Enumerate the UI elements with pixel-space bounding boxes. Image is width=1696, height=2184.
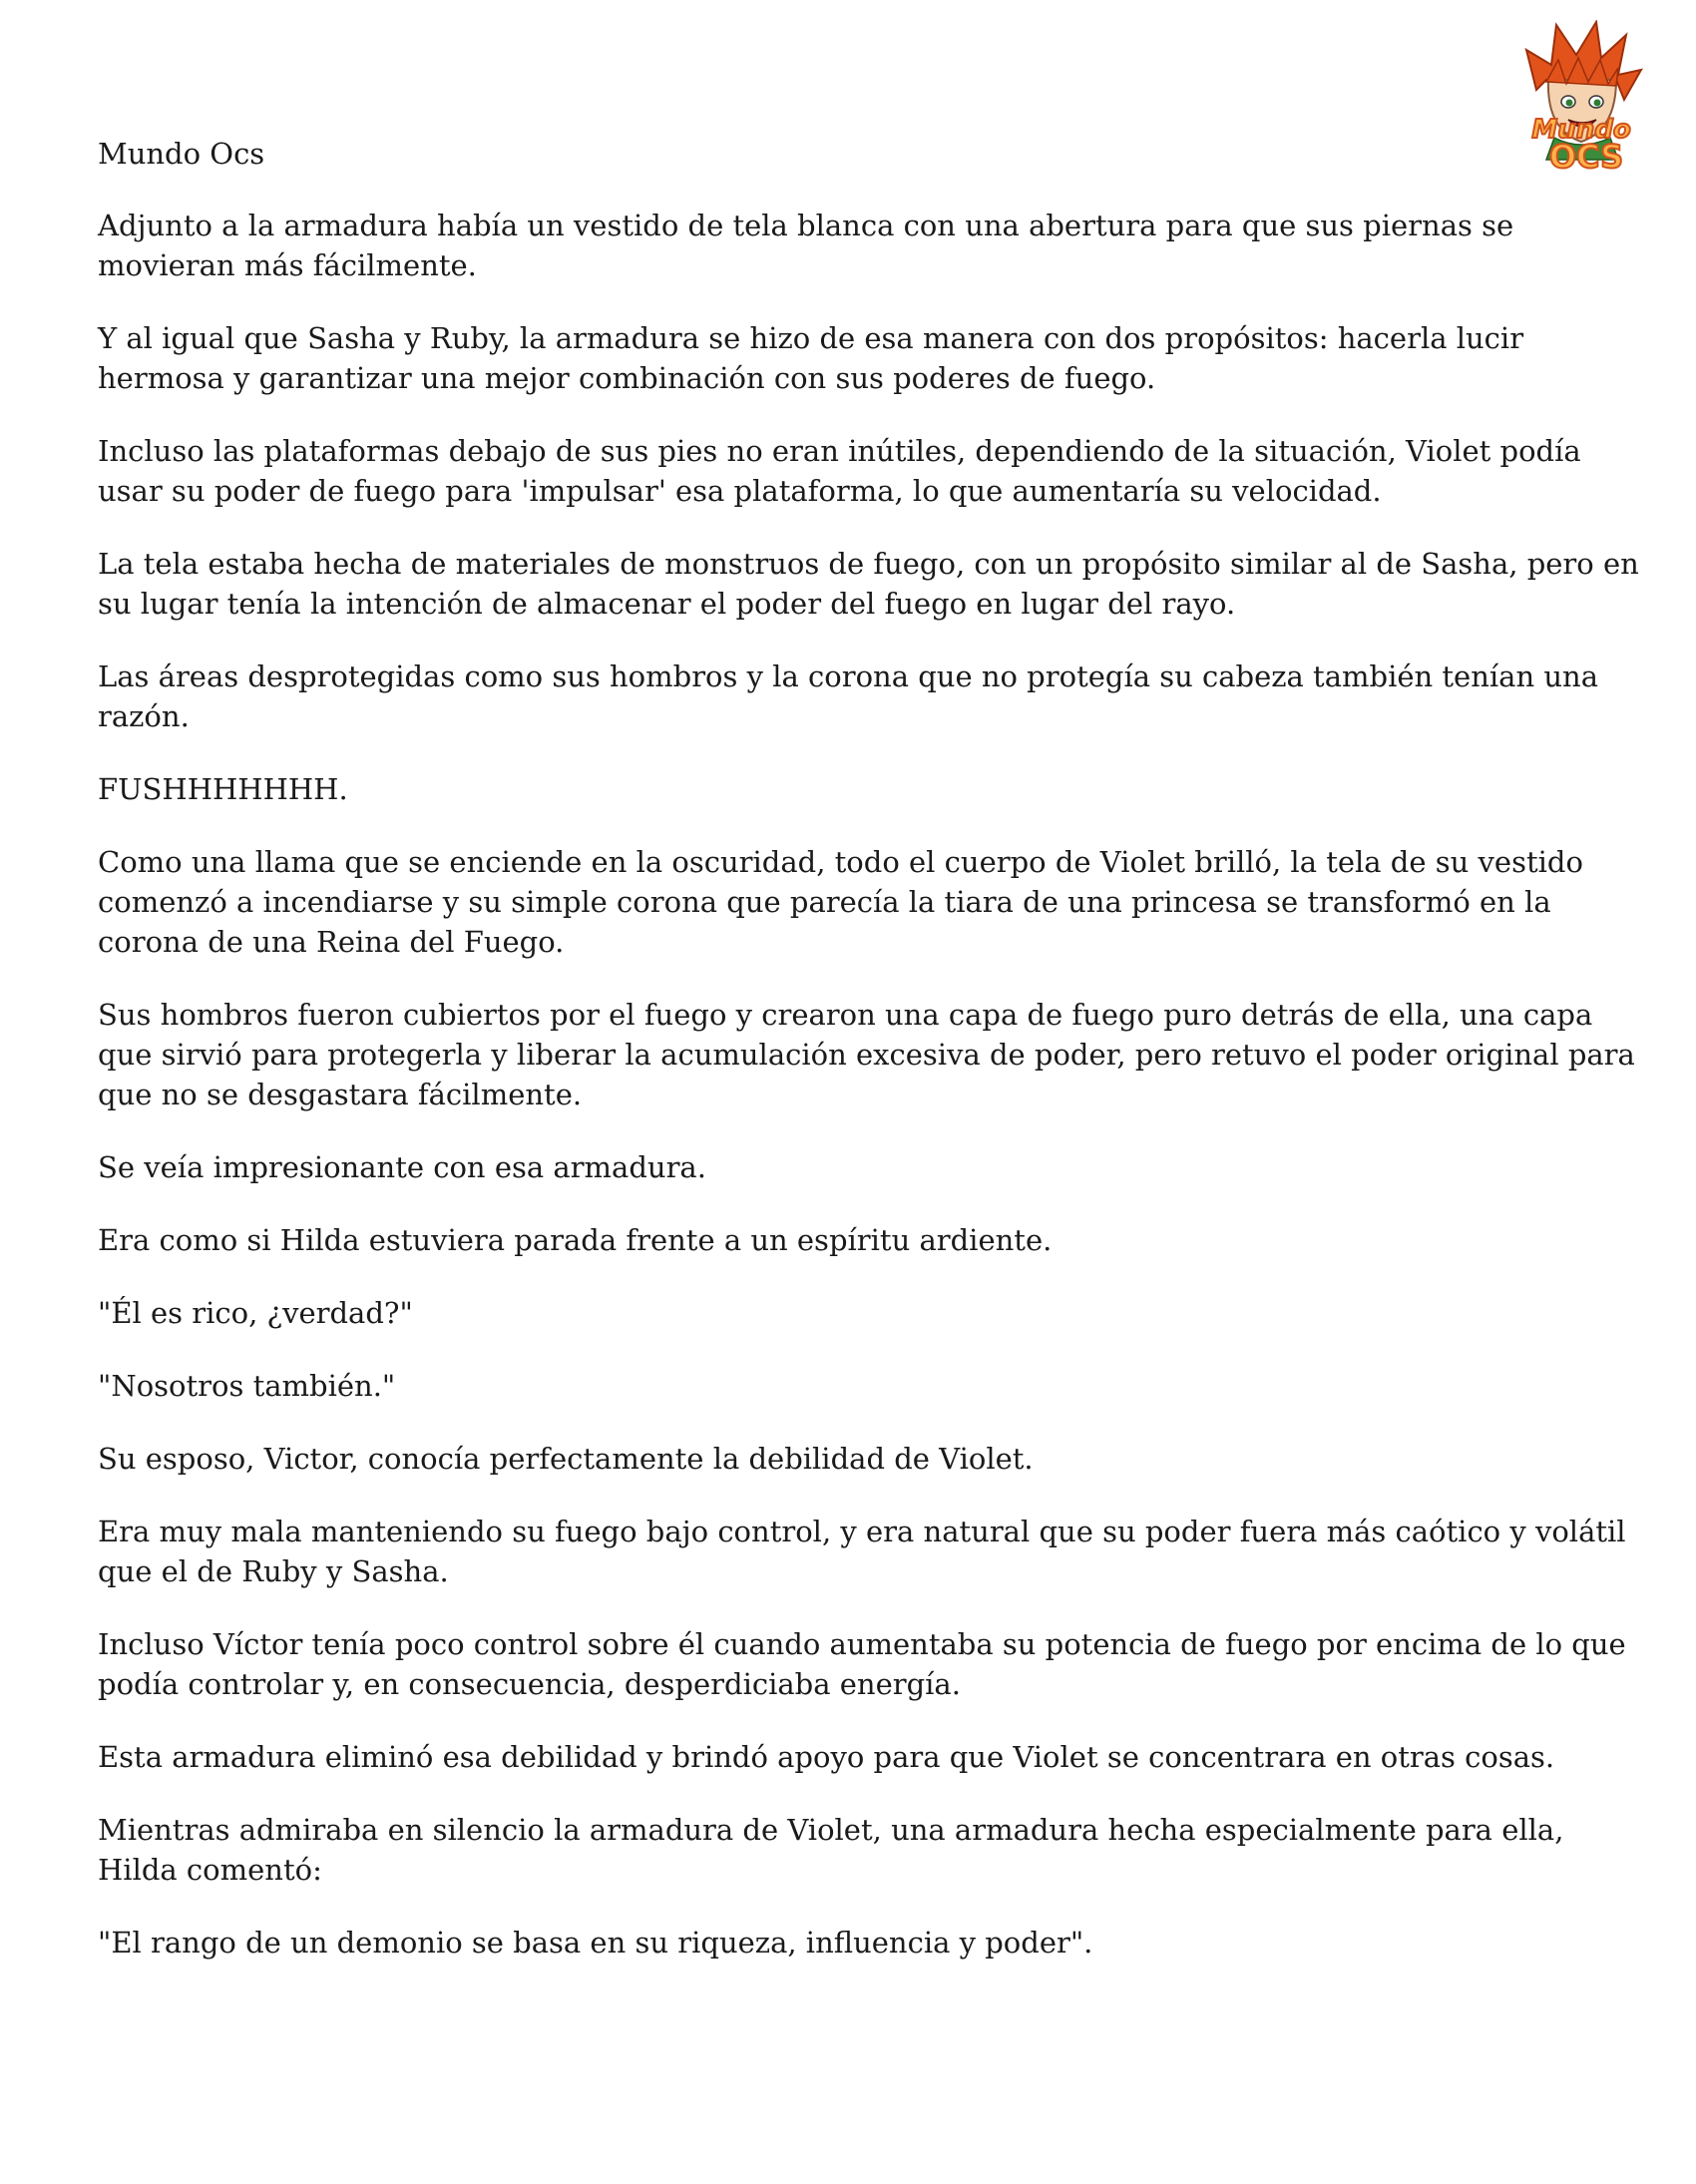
paragraph: Adjunto a la armadura había un vestido de tela blanca con una abertura para que sus piernas se movieran más fácilmente. [98,209,1514,282]
paragraph: Sus hombros fueron cubiertos por el fuego y crearon una capa de fuego puro detrás de ella, una capa que sirvió para protegerla y liberar la acumulación excesiva de poder, pero retuvo el poder original para que no se desgastara fácilmente. [98,998,1635,1111]
paragraph: "Él es rico, ¿verdad?" [98,1296,413,1330]
paragraph: "El rango de un demonio se basa en su riqueza, influencia y poder". [98,1926,1093,1960]
svg-text:Mundo: Mundo [1531,115,1631,145]
paragraph: Se veía impresionante con esa armadura. [98,1150,706,1184]
paragraph: Incluso las plataformas debajo de sus pies no eran inútiles, dependiendo de la situación, Violet podía usar su poder de fuego para 'impulsar' esa plataforma, lo que aumentaría su velocidad. [98,434,1581,508]
paragraph: Era como si Hilda estuviera parada frente a un espíritu ardiente. [98,1223,1053,1257]
paragraph: Las áreas desprotegidas como sus hombros y la corona que no protegía su cabeza también tenían una razón. [98,659,1598,733]
paragraph: La tela estaba hecha de materiales de monstruos de fuego, con un propósito similar al de Sasha, pero en su lugar tenía la intención de almacenar el poder del fuego en lugar del rayo. [98,547,1639,621]
paragraph: Era muy mala manteniendo su fuego bajo control, y era natural que su poder fuera más caótico y volátil que el de Ruby y Sasha. [98,1515,1626,1588]
paragraph: Y al igual que Sasha y Ruby, la armadura se hizo de esa manera con dos propósitos: hacerla lucir hermosa y garantizar una mejor combinación con sus poderes de fuego. [98,321,1524,395]
paragraph: Esta armadura eliminó esa debilidad y brindó apoyo para que Violet se concentrara en otras cosas. [98,1740,1555,1774]
page-header-label: Mundo Ocs [98,137,265,171]
paragraph: "Nosotros también." [98,1369,396,1403]
document-body [98,206,1639,1995]
paragraph: Como una llama que se enciende en la oscuridad, todo el cuerpo de Violet brilló, la tela de su vestido comenzó a incendiarse y su simple corona que parecía la tiara de una princesa se transformó en la corona de una Reina del Fuego. [98,845,1583,959]
svg-text:OCS: OCS [1548,138,1624,176]
paragraph: FUSHHHHHHH. [98,772,348,806]
paragraph: Su esposo, Victor, conocía perfectamente la debilidad de Violet. [98,1442,1034,1476]
mundo-ocs-logo [1496,20,1666,190]
paragraph: Incluso Víctor tenía poco control sobre él cuando aumentaba su potencia de fuego por encima de lo que podía controlar y, en consecuencia, desperdiciaba energía. [98,1627,1626,1701]
paragraph: Mientras admiraba en silencio la armadura de Violet, una armadura hecha especialmente para ella, Hilda comentó: [98,1813,1564,1887]
